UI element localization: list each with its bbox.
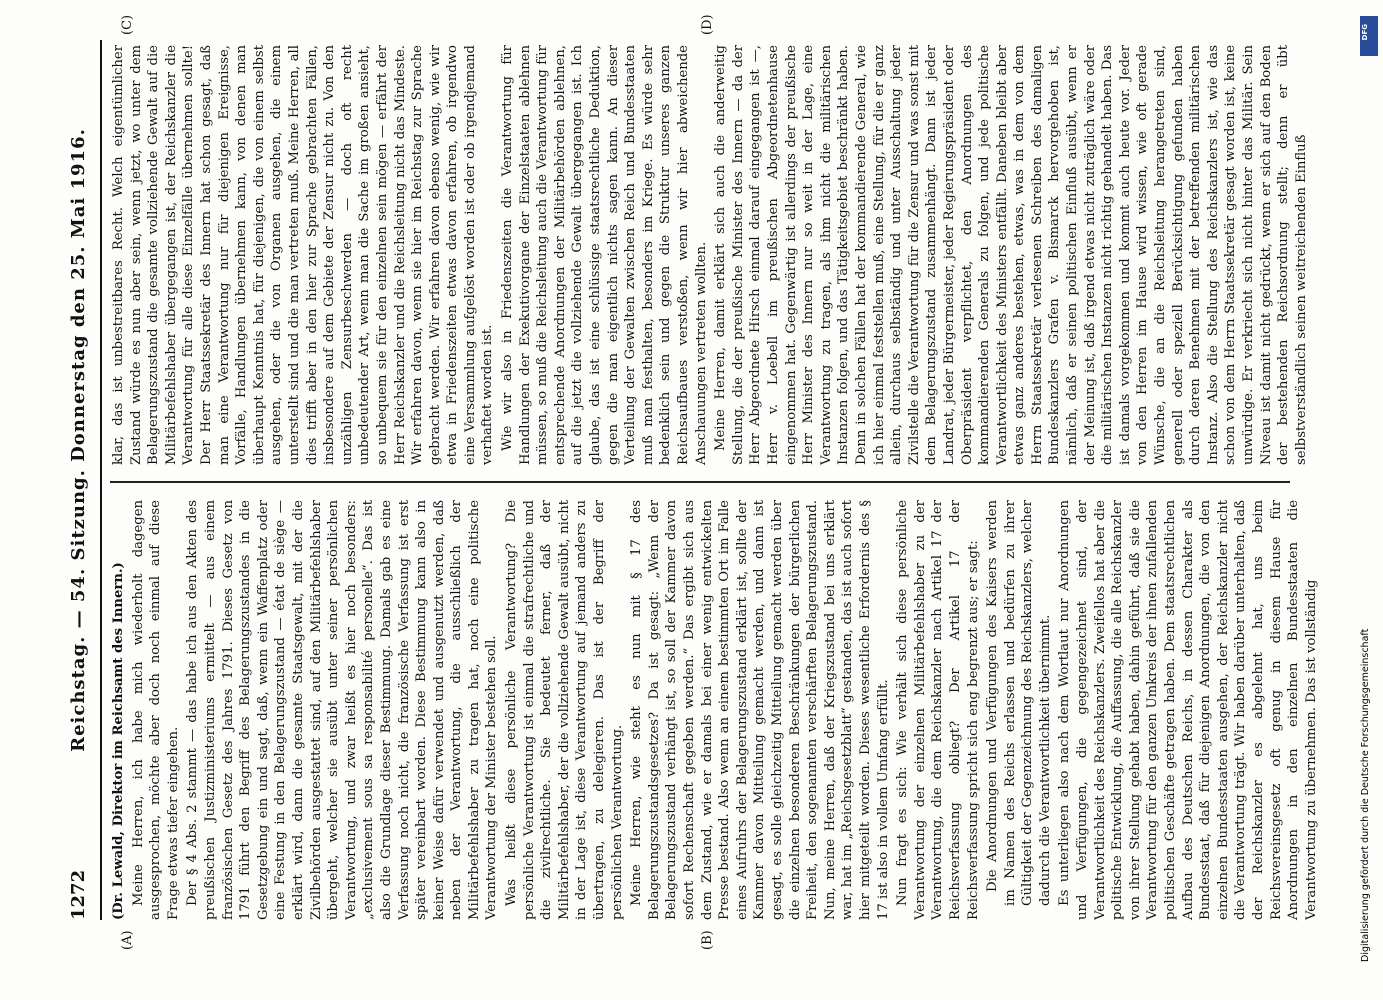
paragraph: Meine Herren, ich habe mich wiederholt dagegen ausgesprochen, möchte aber doch noch einmal auf diese Frage etwas tiefer eingehen. <box>130 500 181 920</box>
margin-marker-d: (D) <box>700 14 715 35</box>
page-header <box>60 40 102 920</box>
credit-text: Digitalisierung gefördert durch die Deutsche Forschungsgemeinschaft <box>1360 628 1371 962</box>
digitization-credit-bar <box>1358 10 1380 990</box>
rotated-document-page <box>60 14 1319 950</box>
speaker-line: (Dr. Lewald, Direktor im Reichsamt des Innern.) <box>111 562 126 920</box>
margin-marker-a: (A) <box>120 930 135 950</box>
paragraph: Es unterliegen also nach dem Wortlaut nur Anordnungen und Verfügungen, die gegengezeichnet sind, der Verantwortlichkeit des Reichskanzlers. Zweifellos hat aber die politische Entwicklung, die Auffassung, die alle Reichskanzler von ihrer Stellung gehabt haben, dahin geführt, daß sie die Verantwortung für den ganzen Umkreis der ihnen zufallenden politischen Geschäfte getragen haben. Dem staatsrechtlichen Aufbau des Deutschen Reichs, in dessen Charakter als Bundesstaat, daß für diejenigen Anordnungen, die von den einzelnen Bundesstaaten ausgehen, der Reichskanzler nicht die Verantwortung trägt. Wir haben darüber unterhalten, daß der Reichskanzler es abgelehnt hat, uns beim Reichsvereinsgesetz oft genug in diesem Hause für Anordnungen in den einzelnen Bundesstaaten die Verantwortung zu übernehmen. Das ist vollständig <box>1057 500 1319 920</box>
column-divider <box>110 481 1290 483</box>
paragraph: Der § 4 Abs. 2 stammt — das habe ich aus den Akten des preußischen Justizministeriums ermittelt — aus einem französischen Gesetz des Jahres 1791. Dieses Gesetz von 1791 führt den Begriff des Belagerungszustandes in die Gesetzgebung ein und sagt, daß, wenn ein Waffenplatz oder eine Festung in den Belagerungszustand — état de siège — erklärt wird, dann die gesamte Staatsgewalt, mit der die Zivilbehörden ausgestattet sind, auf den Militärbefehlshaber übergeht, welcher sie ausübt unter seiner persönlichen Verantwortung, und zwar heißt es hier noch besonders: „exclusivement sous sa responsabilité personelle“. Das ist also die Grundlage dieser Bestimmung. Damals gab es eine Verfassung noch nicht, die französische Verfassung ist erst später vereinbart worden. Diese Bestimmung kann also in keiner Weise dafür verwendet und ausgenutzt werden, daß neben der Verantwortung, die ausschließlich der Militärbefehlshaber zu tragen hat, noch eine politische Verantwortung der Minister bestehen soll. <box>185 500 500 920</box>
right-column <box>110 45 1312 465</box>
paragraph: Was heißt diese persönliche Verantwortung? Die persönliche Verantwortung ist einmal die strafrechtliche und die zivilrechtliche. Sie bedeutet ferner, daß der Militärbefehlshaber, der die vollziehende Gewalt ausübt, nicht in der Lage ist, diese Verantwortung auf jemand anders zu übertragen, zu delegieren. Das ist der Begriff der persönlichen Verantwortung. <box>504 500 625 920</box>
paragraph: Wie wir also in Friedenszeiten die Verantwortung für Handlungen der Exekutivorgane der Einzelstaaten ablehnen müssen, so muß die Reichsleitung auch die Verantwortung für entsprechende Anordnungen der Militärbehörden ablehnen, auf die jetzt die vollziehende Gewalt übergegangen ist. Ich glaube, das ist eine schlüssige staatsrechtliche Deduktion, gegen die man eigentlich nichts sagen kann. An dieser Verteilung der Gewalten zwischen Reich und Bundesstaaten muß man festhalten, besonders im Kriege. Es würde sehr bedenklich sein und gegen die Struktur unseres ganzen Reichsaufbaues verstoßen, wenn wir hier abweichende Anschauungen vertreten wollten. <box>500 45 709 465</box>
paragraph: Nun fragt es sich: Wie verhält sich diese persönliche Verantwortung der einzelnen Militärbefehlshaber zu der Verantwortung, die dem Reichskanzler nach Artikel 17 der Reichsverfassung obliegt? Der Artikel 17 der Reichsverfassung spricht sich eng begrenzt aus; er sagt: <box>895 500 981 920</box>
page-title: Reichstag. — 54. Sitzung. Donnerstag den 25. Mai 1916. <box>68 128 89 752</box>
left-column <box>110 500 1322 920</box>
margin-marker-c: (C) <box>120 14 135 35</box>
dfg-logo-badge <box>1360 16 1378 56</box>
quoted-article: Die Anordnungen und Verfügungen des Kaisers werden im Namen des Reichs erlassen und bedürfen zu ihrer Gültigkeit der Gegenzeichnung des Reichskanzlers, welcher dadurch die Verantwortlichkeit übernimmt. <box>985 500 1053 906</box>
page-number: 1272 <box>68 869 89 920</box>
margin-marker-b: (B) <box>700 930 715 950</box>
dfg-label: DFG <box>1361 24 1369 41</box>
paragraph: Meine Herren, damit erklärt sich auch die anderweitig Stellung, die der preußische Minister des Innern — da der Herr Abgeordnete Hirsch einmal darauf eingegangen ist —, Herr v. Loebell im preußischen Abgeordnetenhause eingenommen hat. Gegenwärtig ist allerdings der preußische Herr Minister des Innern nur so weit in der Lage, eine Verantwortung zu tragen, als ihm nicht die militärischen Instanzen folgen, und das Tätigkeitsgebiet beschränkt haben. Denn in solchen Fällen hat der kommandierende General, wie ich hier einmal feststellen muß, eine Stellung, für die er ganz allein, durchaus selbständig und unter Ausschaltung jeder Zivilstelle die Verantwortung für die Zensur und was sonst mit dem Belagerungszustand zusammenhängt. Dann ist jeder Landrat, jeder Bürgermeister, jeder Regierungspräsident oder Oberpräsident verpflichtet, den Anordnungen des kommandierenden Generals zu folgen, und jede politische Verantwortlichkeit des Ministers entfällt. Daneben bleibt aber etwas ganz anderes bestehen, etwas, was in dem von dem Herrn Staatssekretär verlesenen Schreiben des damaligen Bundeskanzlers Grafen v. Bismarck hervorgehoben ist, nämlich, daß er seinen politischen Einfluß ausübt, wenn er der Meinung ist, daß irgend etwas nicht zuträglich wäre oder die militärischen Instanzen nicht richtig gehandelt haben. Das ist damals vorgekommen und kommt auch heute vor. Jeder von den Herren im Hause wird wissen, wie oft gerade Wünsche, die an die Reichsleitung herangetreten sind, generell oder speziell Berücksichtigung gefunden haben durch deren Benehmen mit der betreffenden militärischen Instanz. Also die Stellung des Reichskanzlers ist, wie das schon von dem Herrn Staatssekretär gesagt worden ist, keine unwürdige. Er verkriecht sich nicht hinter das Militär. Sein Niveau ist damit nicht gedrückt, wenn er sich auf den Boden der bestehenden Reichsordnung stellt; denn er übt selbstverständlich seinen weitreichenden Einfluß <box>713 45 1309 465</box>
paragraph: Meine Herren, wie steht es nun mit § 17 des Belagerungszustandsgesetzes? Da ist gesagt: „Wenn der Belagerungszustand verhängt ist, so soll der Kammer davon sofort Rechenschaft gegeben werden.“ Das ergibt sich aus dem Zustand, wie er damals bei einer wenig entwickelten Presse bestand. Also wenn an einem bestimmten Ort im Falle eines Aufruhrs der Belagerungszustand erklärt ist, sollte der Kammer davon Mitteilung gemacht werden, und dann ist gesagt, es solle gleichzeitig Mitteilung gemacht werden über die einzelnen besonderen Beschränkungen der bürgerlichen Freiheit, den sogenannten verschärften Belagerungszustand. Nun, meine Herren, daß der Kriegszustand bei uns erklärt war, hat im „Reichsgesetzblatt“ gestanden, das ist auch sofort hier mitgeteilt worden. Dieses wesentliche Erfordernis des § 17 ist also in vollem Umfang erfüllt. <box>629 500 891 920</box>
paragraph: klar, das ist unbestreitbares Recht. Welch eigentümlicher Zustand würde es nun aber sein, wenn jetzt, wo unter dem Belagerungszustand die gesamte vollziehende Gewalt auf die Militärbefehlshaber übergegangen ist, der Reichskanzler die Verantwortung für alle diese Einzelfälle übernehmen sollte! Der Herr Staatssekretär des Innern hat schon gesagt, daß man eine Verantwortung nur für diejenigen Ereignisse, Vorfälle, Handlungen übernehmen kann, von denen man überhaupt Kenntnis hat, für diejenigen, die von einem selbst ausgehen, oder die von Organen ausgehen, die einem unterstellt sind und die man vertreten muß. Meine Herren, all dies trifft aber in den hier zur Sprache gebrachten Fällen, insbesondere auf dem Gebiete der Zensur nicht zu. Von den unzähligen Zensurbeschwerden — doch oft recht unbedeutender Art, wenn man die Sache im großen ansieht, so unbequem sie für den einzelnen sein mögen — erfährt der Herr Reichskanzler und die Reichsleitung nicht das Mindeste. Wir erfahren davon, wenn sie hier im Reichstag zur Sprache gebracht werden. Wir erfahren davon ebenso wenig, wie wir etwa in Friedenszeiten etwas davon erfahren, ob irgendwo eine Versammlung aufgelöst worden ist oder ob irgendjemand verhaftet worden ist. <box>111 45 496 465</box>
